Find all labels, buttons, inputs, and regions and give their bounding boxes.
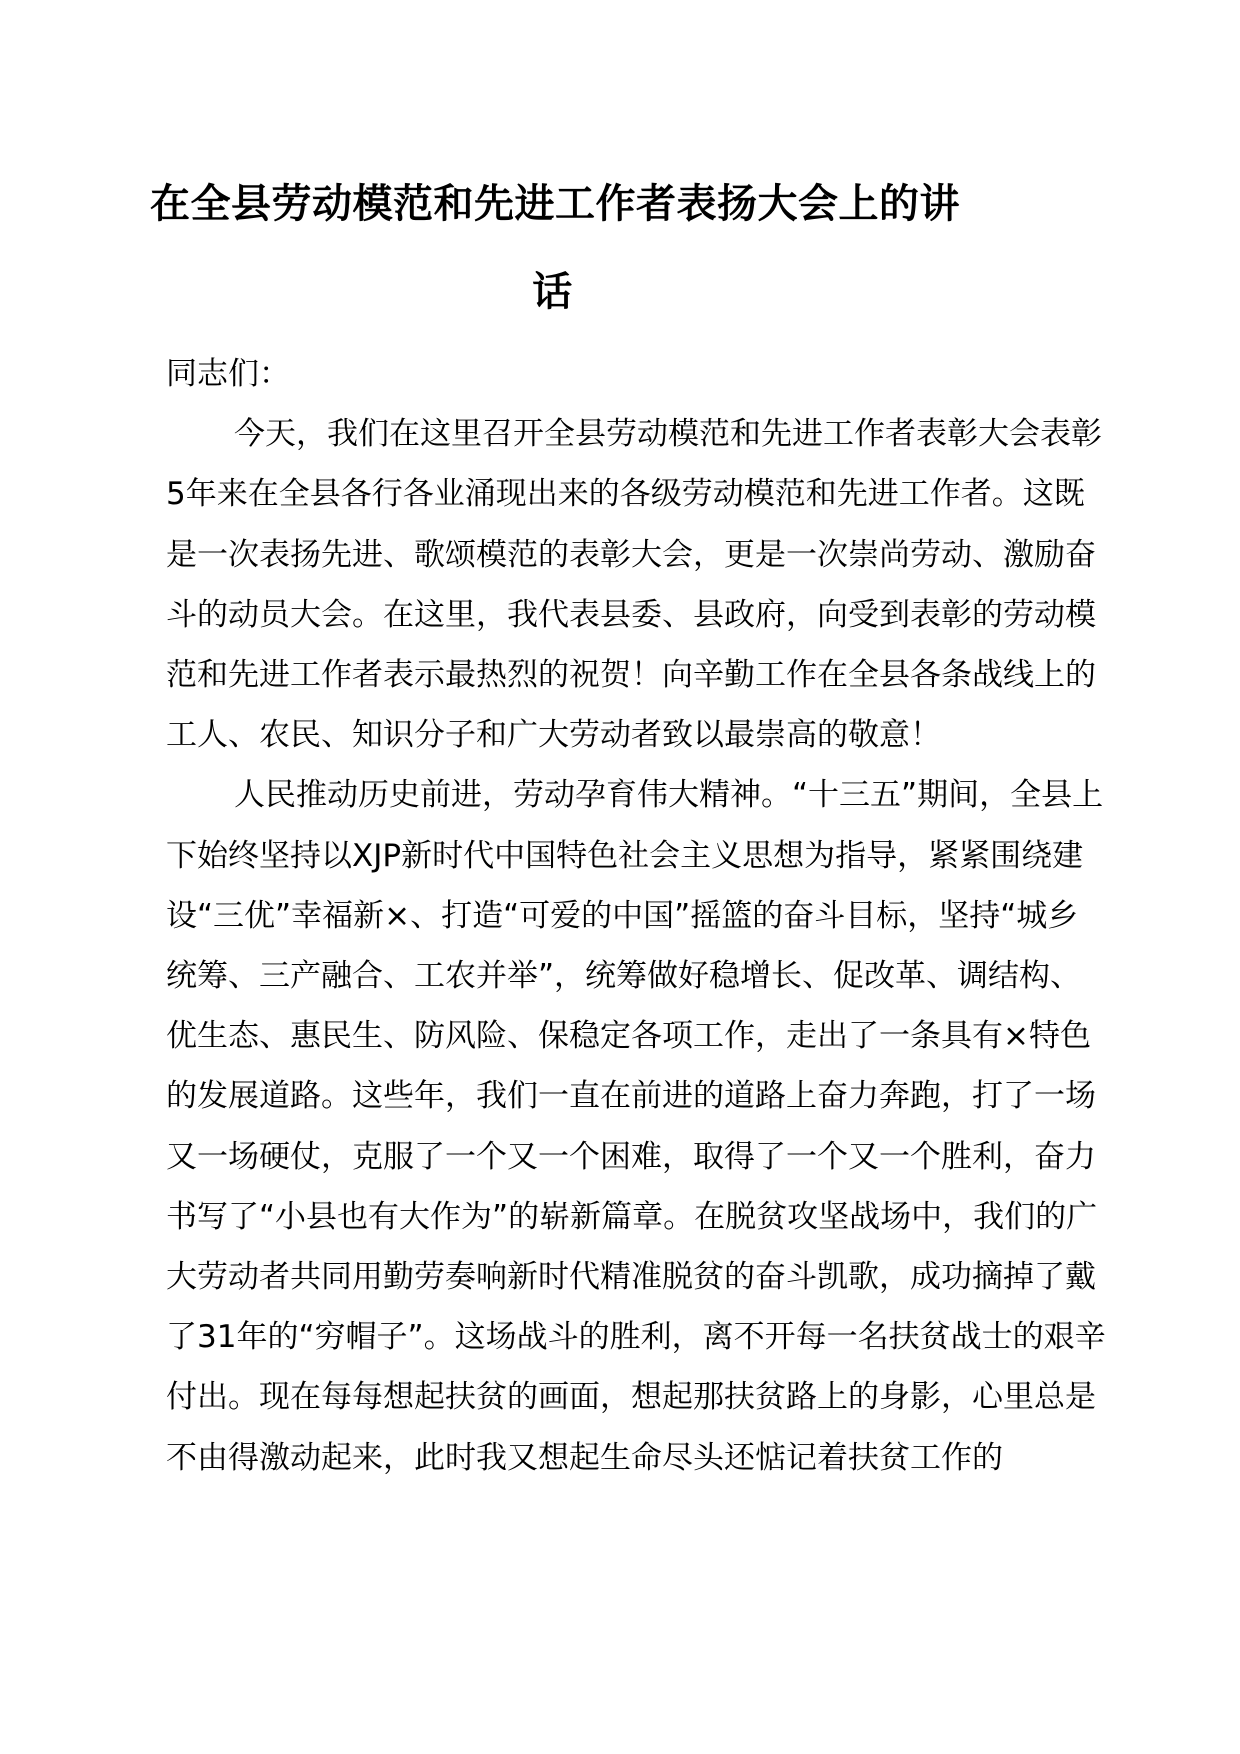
document-body bbox=[166, 344, 1106, 1488]
title-line-2: 话 bbox=[532, 269, 573, 315]
paragraph-1: 今天，我们在这里召开全县劳动模范和先进工作者表彰大会表彰5年来在全县各行各业涌现出来的各级劳动模范和先进工作者。这既是一次表扬先进、歌颂模范的表彰大会，更是一次崇尚劳动、激励奋斗的动员大会。在这里，我代表县委、县政府，向受到表彰的劳动模范和先进工作者表示最热烈的祝贺！向辛勤工作在全县各条战线上的工人、农民、知识分子和广大劳动者致以最崇高的敬意！ bbox=[166, 416, 1102, 754]
paragraph-2: 人民推动历史前进，劳动孕育伟大精神。“十三五”期间，全县上下始终坚持以XJP新时代中国特色社会主义思想为指导，紧紧围绕建设“三优”幸福新×、打造“可爱的中国”摇篮的奋斗目标，坚持“城乡统筹、三产融合、工农并举”，统筹做好稳增长、促改革、调结构、优生态、惠民生、防风险、保稳定各项工作，走出了一条具有×特色的发展道路。这些年，我们一直在前进的道路上奋力奔跑，打了一场又一场硬仗，克服了一个又一个困难，取得了一个又一个胜利，奋力书写了“小县也有大作为”的崭新篇章。在脱贫攻坚战场中，我们的广大劳动者共同用勤劳奏响新时代精准脱贫的奋斗凯歌，成功摘掉了戴了31年的“穷帽子”。这场战斗的胜利，离不开每一名扶贫战士的艰辛付出。现在每每想起扶贫的画面，想起那扶贫路上的身影，心里总是不由得激动起来，此时我又想起生命尽头还惦记着扶贫工作的 bbox=[166, 777, 1106, 1476]
title-line-1: 在全县劳动模范和先进工作者表扬大会上的讲 bbox=[150, 181, 960, 227]
salutation: 同志们： bbox=[166, 356, 290, 392]
document-title bbox=[150, 160, 1090, 336]
